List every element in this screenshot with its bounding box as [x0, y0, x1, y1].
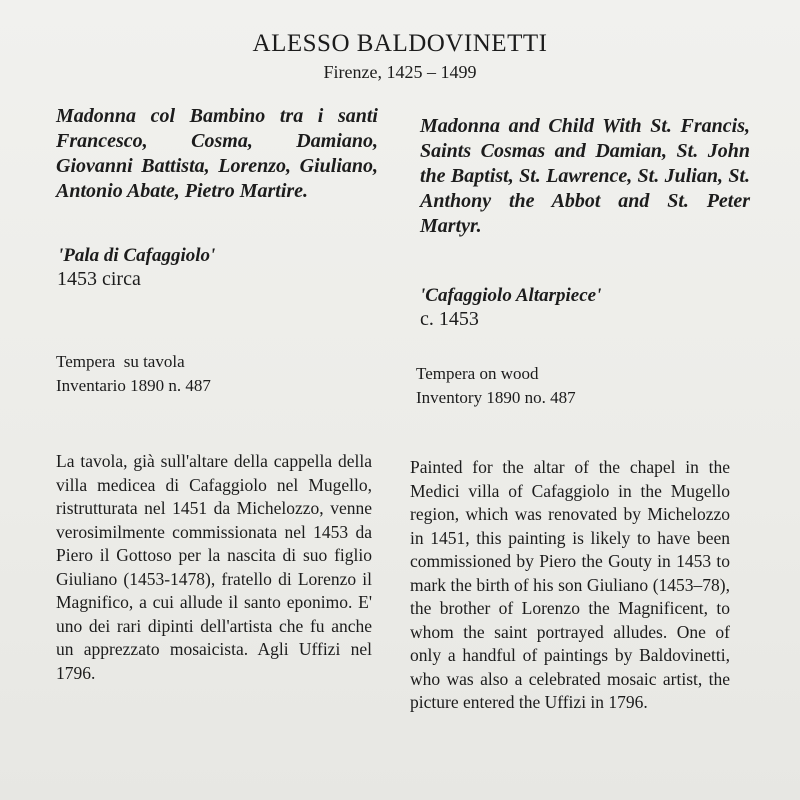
medium-italian: Tempera su tavola — [56, 352, 185, 371]
description-italian: La tavola, già sull'altare della cappella della villa medicea di Cafaggiolo nel Mugello, ristrutturata nel 1451 da Michelozzo, venne verosimilmente commissionata nel 1453 da Piero il Gottoso per la nascita di suo figlio Giuliano (1453-1478), fratello di Lorenzo il Magnifico, a cui allude il santo eponimo. E' uno dei rari dipinti dell'artista che fu anche un apprezzato mosaicista. Agli Uffizi nel 1796. — [56, 451, 372, 683]
artwork-meta-italian — [56, 350, 211, 398]
artwork-title-italian: Madonna col Bambino tra i santi Francesco, Cosma, Damiano, Giovanni Battista, Lorenzo, Giuliano, Antonio Abate, Pietro Martire. — [56, 105, 378, 202]
artwork-date-italian: 1453 circa — [57, 268, 141, 290]
artist-name: ALESSO BALDOVINETTI — [252, 30, 548, 57]
description-english: Painted for the altar of the chapel in the Medici villa of Cafaggiolo in the Mugello region, which was renovated by Michelozzo in 1451, this painting is likely to have been commissioned by Piero the Gouty in 1453 to mark the birth of his son Giuliano (1453–78), the brother of Lorenzo the Magnificent, to whom the saint portrayed alludes. One of only a handful of paintings by Baldovinetti, who was also a celebrated mosaic artist, the picture entered the Uffizi in 1796. — [410, 457, 730, 712]
artist-dates: Firenze, 1425 – 1499 — [323, 62, 477, 82]
artwork-meta-english — [416, 362, 576, 410]
artwork-title-english: Madonna and Child With St. Francis, Saints Cosmas and Damian, St. John the Baptist, St. Lawrence, St. Julian, St. Anthony the Abbot and St. Peter Martyr. — [420, 115, 750, 237]
artwork-subtitle-english: 'Cafaggiolo Altarpiece' — [420, 285, 602, 306]
medium-english: Tempera on wood — [416, 364, 539, 383]
inventory-english: Inventory 1890 no. 487 — [416, 388, 576, 407]
inventory-italian: Inventario 1890 n. 487 — [56, 376, 211, 395]
artwork-date-english: c. 1453 — [420, 308, 479, 330]
artwork-subtitle-italian: 'Pala di Cafaggiolo' — [58, 245, 216, 266]
